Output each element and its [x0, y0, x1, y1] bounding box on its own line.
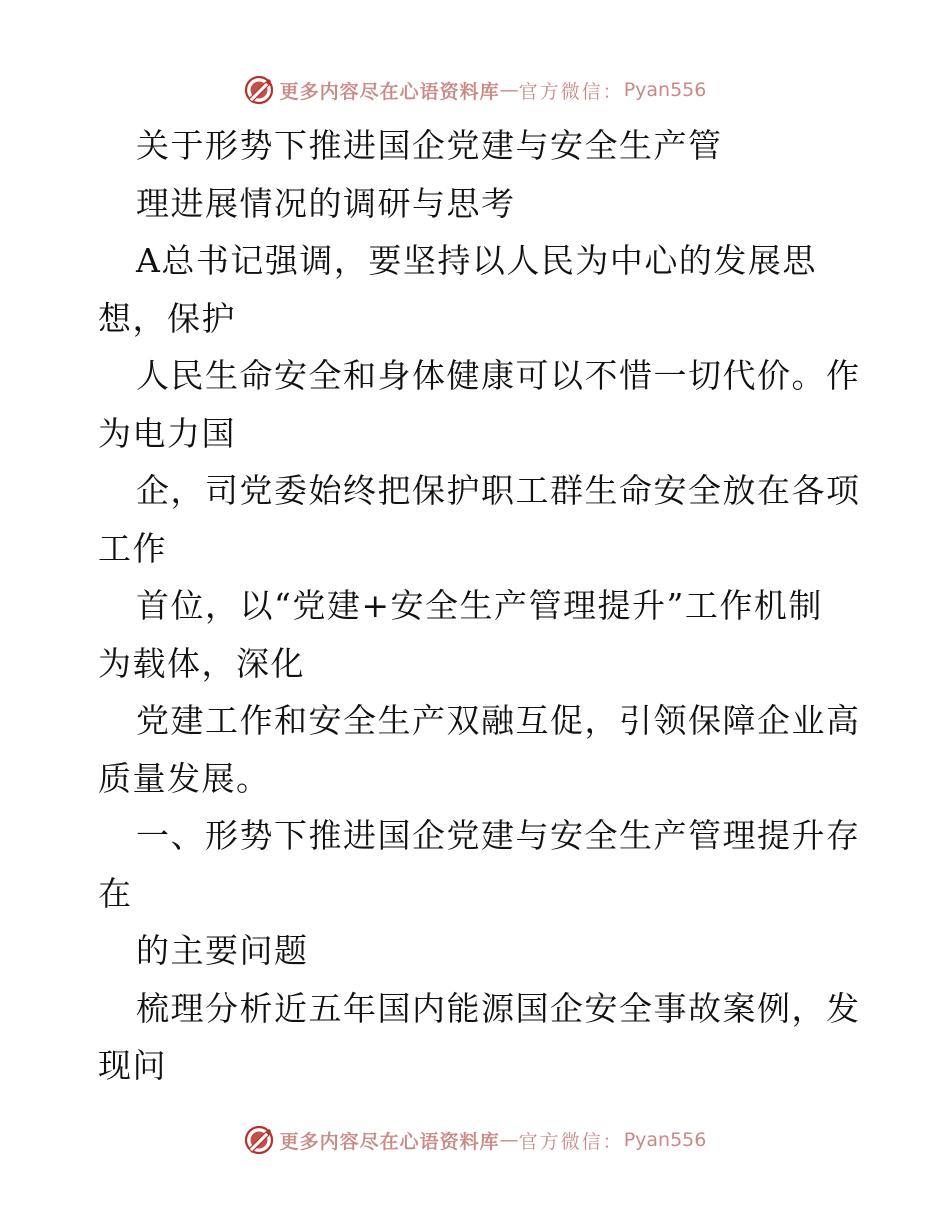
doc-line: 人民生命安全和身体健康可以不惜一切代价。作 [136, 356, 861, 395]
doc-line: 党建工作和安全生产双融互促，引领保障企业高 [136, 701, 861, 740]
banner-dash: — [499, 1129, 519, 1151]
doc-line: 的主要问题 [136, 931, 309, 970]
banner-wechat-label: 官方微信： [518, 80, 624, 103]
banner-wechat-label: 官方微信： [518, 1130, 624, 1153]
doc-line: 为载体，深化 [98, 643, 305, 683]
banner-wechat-id: Pyan556 [623, 79, 707, 101]
doc-line: 企，司党委始终把保护职工群生命安全放在各项 [136, 471, 861, 510]
doc-line: 质量发展。 [98, 758, 271, 798]
doc-line: 关于形势下推进国企党建与安全生产管 [136, 126, 723, 165]
doc-line: 首位，以“党建+安全生产管理提升”工作机制 [136, 586, 823, 625]
doc-line: 梳理分析近五年国内能源国企安全事故案例，发 [136, 988, 861, 1028]
doc-line: 为电力国 [98, 413, 236, 453]
doc-line: 一、形势下推进国企党建与安全生产管理提升存 [136, 816, 861, 855]
banner-dash: — [499, 79, 519, 101]
doc-line: 在 [98, 873, 133, 913]
pen-seal-logo-icon [244, 75, 274, 105]
doc-line: 想，保护 [98, 298, 236, 338]
doc-line: A总书记强调，要坚持以人民为中心的发展思 [136, 241, 817, 280]
doc-line: 理进展情况的调研与思考 [136, 183, 516, 223]
document-body [98, 117, 861, 1095]
footer-watermark-banner [0, 1120, 950, 1160]
pen-seal-logo-icon [244, 1125, 274, 1155]
doc-line: 现问 [98, 1046, 167, 1085]
banner-wechat-id: Pyan556 [623, 1129, 707, 1151]
doc-line: 工作 [98, 528, 167, 568]
header-watermark-banner [0, 70, 950, 110]
banner-main-text: 更多内容尽在心语资料库 [279, 1130, 500, 1153]
banner-main-text: 更多内容尽在心语资料库 [279, 80, 500, 103]
